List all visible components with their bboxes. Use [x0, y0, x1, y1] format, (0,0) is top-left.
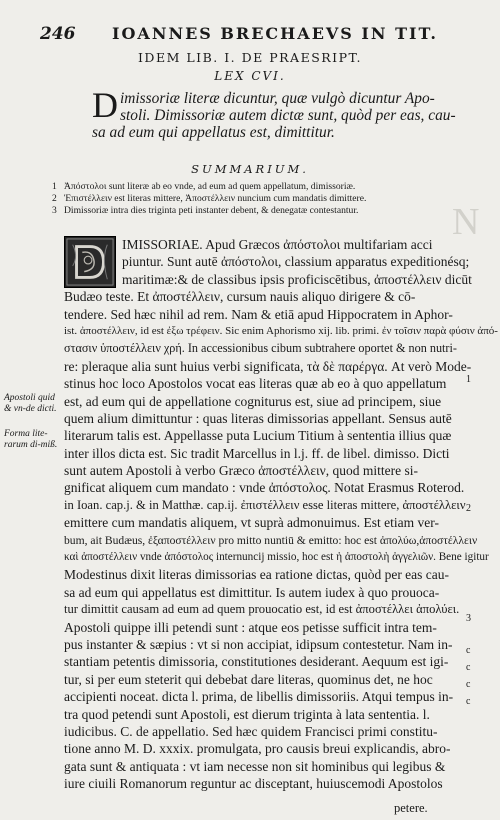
- summarium-item: [52, 181, 432, 193]
- margin-note: Apostoli quid & vn-de dicti.: [4, 393, 57, 414]
- summarium-number: 1: [52, 181, 57, 192]
- body-line: Modestinus dixit literas dimissorias ea ratione dictas, quòd per eas cau-: [64, 567, 450, 583]
- body-line: emittere cum mandatis aliquem, vt suprà admonuimus. Est etiam ver-: [64, 515, 440, 531]
- margin-marker: c: [466, 679, 471, 690]
- summarium-heading: SUMMARIUM.: [191, 162, 309, 176]
- page-number: 246: [40, 24, 76, 44]
- body-line: accipienti noceat. dicta l. prima, de libellis dimissoriis. Atqui tempus in-: [64, 689, 454, 705]
- summarium-list: [52, 181, 432, 217]
- body-line: tione anno M. D. xxxix. promulgata, pro causis breui explicandis, abro-: [64, 741, 451, 757]
- body-line: Apostoli quippe illi petendi sunt : atque eos petisse sufficit intra tem-: [64, 619, 437, 635]
- body-line: est, ad eum qui de appellatione cogniturus est, siue ad principem, siue: [64, 393, 442, 409]
- summarium-text: Dimissoriæ intra dies triginta peti instanter debent, & denegatæ contestantur.: [64, 205, 359, 216]
- body-line: καὶ ἀποστέλλειν vnde ἀπόστολος internuncij missio, hoc est ἡ ἀποστολὴ ἀγγελιῶν. Bene igitur: [64, 551, 489, 564]
- running-head: IOANNES BRECHAEVS IN TIT.: [112, 24, 438, 43]
- summarium-text: Ἀπόστολοι sunt literæ ab eo vnde, ad eum ad quem appellatum, dimissoriæ.: [64, 181, 356, 192]
- body-line: re: pleraque alia sunt huius verbi significata, τὰ δὲ παρέργα. At verò Mode-: [64, 358, 472, 374]
- body-line: tur dimittit causam ad eum ad quem prouocatio est, id est ἀποστέλλει ἀπολύει.: [64, 602, 460, 617]
- book-subheading: IDEM LIB. I. DE PRAESRIPT.: [137, 50, 362, 65]
- body-line: sunt autem Apostoli à verbo Græco ἀποστέλλειν, quod mittere si-: [64, 463, 418, 479]
- body-line: iudicibus. C. de appellatio. Sed hæc quidem Francisci primi constitu-: [64, 723, 438, 739]
- body-line: literarum talis est. Appellasse puta Lucium Titium à sententia illius quæ: [64, 428, 452, 444]
- lemma-line: imissoriæ literæ dicuntur, quæ vulgò dicuntur Apo-: [120, 90, 435, 107]
- summarium-number: 3: [52, 205, 57, 216]
- lemma-line: stoli. Dimissoriæ autem dictæ sunt, quòd per eas, cau-: [120, 107, 456, 124]
- body-line: piuntur. Sunt autē ἀπόστολοι, classium apparatus expeditionésq;: [122, 254, 470, 270]
- body-line: gata sunt & antiquata : vt iam necesse non sit hominibus qui legibus &: [64, 758, 446, 774]
- lemma-initial: D: [92, 85, 118, 125]
- body-line: IMISSORIAE. Apud Græcos ἀπόστολοι multifariam acci: [122, 237, 433, 252]
- body-line: inter illos dicta est. Sic tradit Marcellus in l.j. ff. de libel. dimisso. Dicti: [64, 445, 450, 461]
- lemma-line: sa ad eum qui appellatus est, dimittitur.: [92, 124, 335, 141]
- body-line: in Ioan. cap.j. & in Matthæ. cap.ij. ἐπιστέλλειν esse literas mittere, ἀποστέλλειν: [64, 497, 466, 512]
- summarium-number: 2: [52, 193, 57, 204]
- body-line: ist. ἀποστέλλειν, id est ἐξω τρέφειν. Sic enim Aphorismo xij. lib. primi. ἐν τοῖσιν παρὰ φύσιν ἀπό-: [64, 324, 498, 337]
- bleed-through-letter: N: [452, 201, 480, 243]
- body-line: quem alium dimittuntur : quas literas dimissorias appellant. Sensus autē: [64, 410, 452, 426]
- margin-marker: 2: [466, 503, 471, 514]
- commentary-body: [64, 236, 498, 793]
- body-line: sa ad eum qui appellatus est dimittitur. Is autem iudex à quo prouoca-: [64, 584, 440, 600]
- body-line: bum, ait Budæus, ἐξαποστέλλειν pro mitto nuntiū & emitto: hoc est ἀπολύω,ἀποστέλλειν: [64, 533, 478, 547]
- margin-marker: 3: [466, 613, 471, 624]
- body-line: Budæo teste. Et ἀποστέλλειν, cursum nauis aliquo dirigere & cō-: [64, 289, 416, 305]
- margin-marker: c: [466, 662, 471, 673]
- body-line: stantiam petentis dimissoria, constitutiones desiderant. Aequum est igi-: [64, 654, 449, 670]
- page-header: [40, 24, 464, 46]
- margin-marker: 1: [466, 374, 471, 385]
- body-line: iure ciuili Romanorum reguntur ac disceptant, huiuscemodi Apostolos: [64, 776, 443, 792]
- body-line: stinus hoc loco Apostolos vocat eas literas quæ ab eo à quo appellatum: [64, 376, 447, 392]
- body-line: tur, si per eum steterit qui debebat dare literas, quominus det, ne hoc: [64, 671, 433, 687]
- summarium-item: [52, 193, 432, 205]
- body-line: tendere. Sed hæc nihil ad rem. Nam & etiā apud Hippocratem in Aphor-: [64, 306, 453, 322]
- body-line: maritimæ:& de classibus ipsis proficiscētibus, ἀποστέλλειν dicūt: [122, 271, 472, 287]
- body-line: tra quod petendi sunt Apostoli, est dierum triginta à lata sententia. l.: [64, 706, 430, 722]
- summarium-item: [52, 205, 432, 217]
- body-line: gnificat aliquem cum mandato : vnde ἀπόστολος. Notat Erasmus Roterod.: [64, 480, 465, 496]
- margin-marker: c: [466, 645, 471, 656]
- body-line: στασιν ὑποστέλλειν χρή. In accessionibus cibum subtrahere oportet & non nutri-: [64, 341, 457, 356]
- body-line: pus instanter & sæpius : vt si non accipiat, idipsum contestetur. Nam in-: [64, 636, 453, 652]
- catchword: petere.: [394, 801, 428, 815]
- margin-note: Forma lite-rarum di-miß.: [4, 429, 58, 450]
- summarium-text: Ἐπιστέλλειν est literas mittere, Ἀποστέλλειν nuncium cum mandatis dimittere.: [64, 193, 367, 204]
- lemma-paragraph: [92, 85, 456, 141]
- lex-heading: LEX CVI.: [214, 69, 286, 83]
- margin-marker: c: [466, 696, 471, 707]
